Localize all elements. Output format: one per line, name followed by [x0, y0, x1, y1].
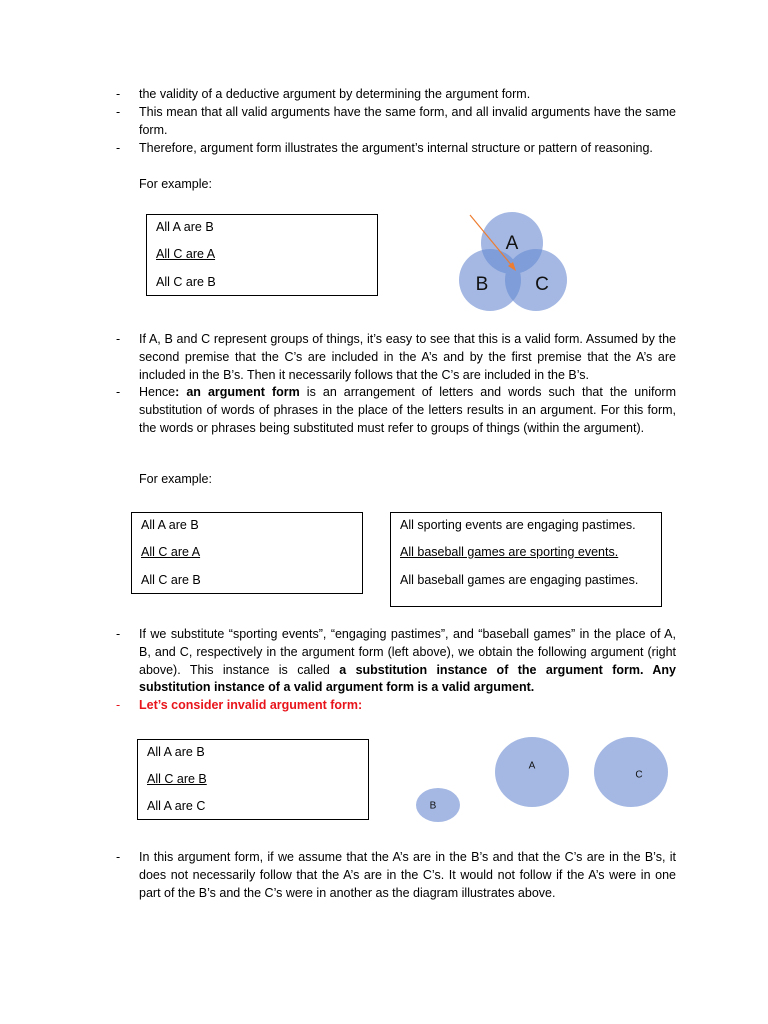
bold-statement: Any substitution instance of a valid argument form is a valid argument. [139, 662, 676, 695]
bullet-text: In this argument form, if we assume that the A’s are in the B’s and that the C’s are in the B’s, it does not necessarily follow that the A’s are in the C’s. It would not follow if the A’s were in one part of the B’s and the C’s were in another as the diagram illustrates above. [139, 850, 676, 900]
premise-1: All sporting events are engaging pastimes. [400, 518, 636, 532]
for-example-label: For example: [139, 177, 212, 191]
bullet-text [139, 384, 676, 437]
premise-2: All C are A [141, 545, 201, 559]
venn-label-c: C [535, 274, 549, 296]
premise-1: All A are B [147, 745, 205, 759]
bullet-text: the validity of a deductive argument by determining the argument form. [139, 87, 531, 101]
bullet-text [139, 626, 676, 697]
premise-1: All A are B [141, 518, 199, 532]
bold-term: : an argument form [175, 385, 300, 399]
premise-2: All baseball games are sporting events. [400, 545, 619, 559]
bullet-text: This mean that all valid arguments have the same form, and all invalid arguments have the same form. [139, 105, 676, 137]
venn-diagram-invalid [405, 730, 680, 830]
bullet-text-post: is an arrangement of letters and words such that the uniform substitution of words of phrases in the place of the letters results in an argument. For this form, the words or phrases being substituted must refer to groups of things (within the argument). [139, 385, 676, 435]
bullet-marker: - [116, 141, 121, 155]
conclusion: All A are C [147, 799, 206, 813]
bullet-marker: - [116, 698, 121, 712]
conclusion: All C are B [141, 573, 201, 587]
premise-2: All C are A [156, 247, 216, 261]
circle-c [594, 737, 668, 807]
premise-1: All A are B [156, 220, 214, 234]
conclusion: All baseball games are engaging pastimes. [400, 573, 639, 587]
bullet-text-pre: Hence [139, 385, 176, 399]
bullet-marker: - [116, 850, 121, 864]
circle-a [495, 737, 569, 807]
for-example-label: For example: [139, 472, 212, 486]
bold-term: a substitution instance of the argument form. [339, 662, 644, 677]
circle-b [416, 788, 460, 822]
venn-label-a: A [505, 233, 519, 255]
venn-diagram-valid [450, 205, 580, 317]
bullet-marker: - [116, 627, 121, 641]
conclusion: All C are B [156, 275, 216, 289]
label-c: C [635, 769, 643, 781]
bullet-text: If A, B and C represent groups of things, it’s easy to see that this is a valid form. Assumed by the second premise that the C’s are included in the A’s and by the first premise that the A’s are included in the B’s. Then it necessarily follows that the C’s are included in the B’s. [139, 332, 676, 382]
bullet-text: Let’s consider invalid argument form: [139, 698, 363, 712]
bullet-marker: - [116, 332, 121, 346]
argument-form-box [131, 512, 363, 594]
premise-2: All C are B [147, 772, 207, 786]
substitution-instance-box [390, 512, 662, 607]
label-a: A [528, 760, 536, 772]
bullet-marker: - [116, 87, 121, 101]
bullet-marker: - [116, 385, 121, 399]
label-b: B [429, 800, 437, 812]
bullet-marker: - [116, 105, 121, 119]
bullet-text: Therefore, argument form illustrates the argument’s internal structure or pattern of reasoning. [139, 141, 653, 155]
argument-form-box-invalid [137, 739, 369, 820]
venn-label-b: B [475, 274, 489, 296]
bullet-text-pre: If we substitute “sporting events”, “engaging pastimes”, and “baseball games” in the place of A, B, and C, respectively in the argument form (left above), we obtain the following argument (right above). This instance is called [139, 627, 676, 677]
argument-form-box-valid [146, 214, 378, 296]
